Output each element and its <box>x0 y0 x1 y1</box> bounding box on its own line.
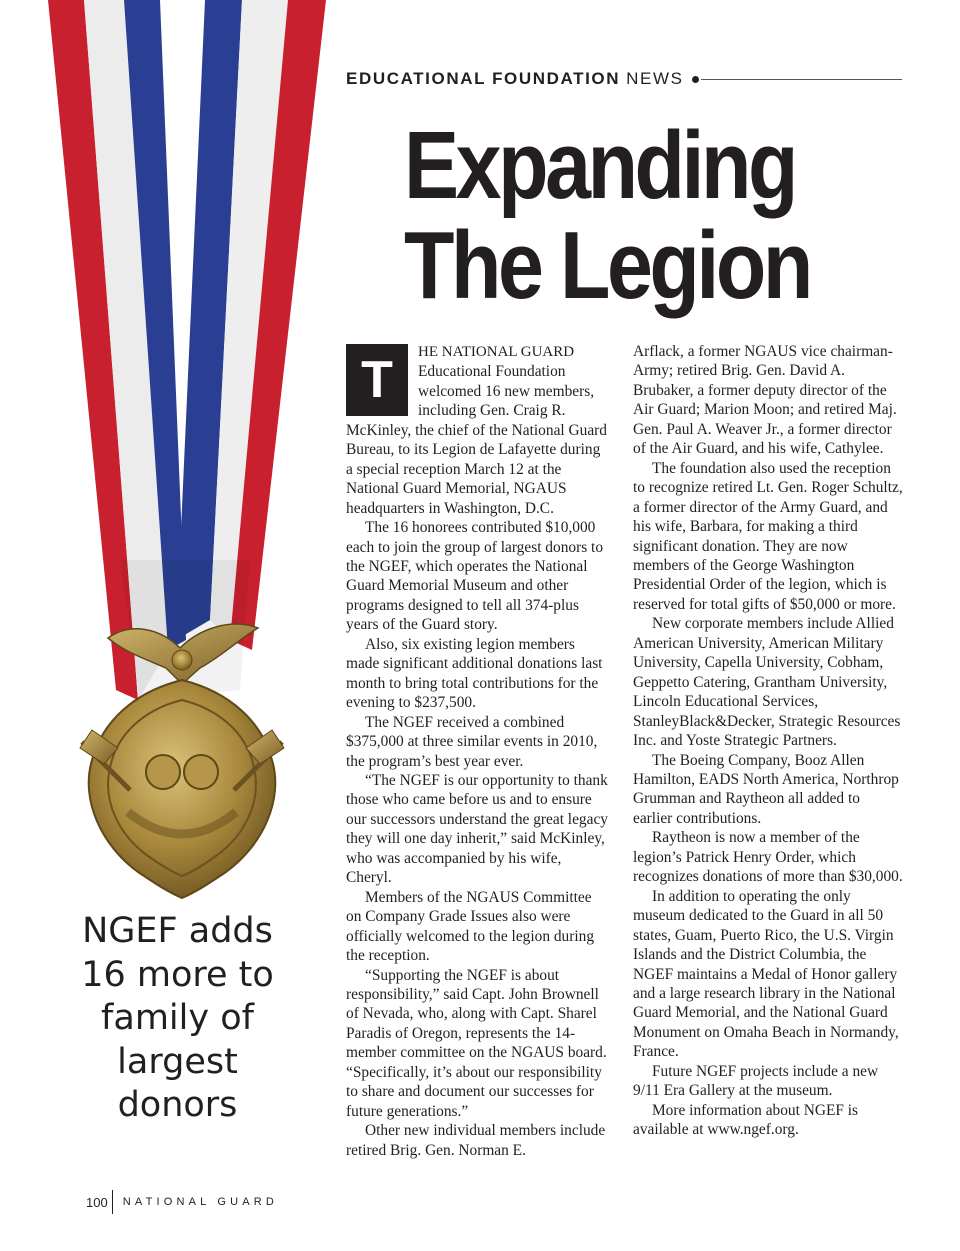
section-header-light: NEWS <box>626 69 684 88</box>
page-number: 100 <box>86 1194 108 1210</box>
headline <box>404 112 817 319</box>
article-paragraph: The Boeing Company, Booz Allen Hamilton, EADS North America, Northrop Grumman and Raytheon all added to earlier contributions. <box>633 751 899 827</box>
page-footer <box>86 1190 278 1214</box>
article-paragraph <box>346 342 608 518</box>
drop-cap: T <box>346 344 408 416</box>
ribbon-right-strand <box>176 0 326 650</box>
article-paragraph: Future NGEF projects include a new 9/11 Era Gallery at the museum. <box>633 1062 879 1100</box>
article-column-1 <box>346 342 608 1160</box>
section-header-bold: EDUCATIONAL FOUNDATION <box>346 69 621 88</box>
article-paragraph: “The NGEF is our opportunity to thank those who came before us and to ensure our successors understand the great legacy they will one day inherit,” said McKinley, who was accompanied by his wife, Cheryl. <box>346 771 608 887</box>
article-paragraph: More information about NGEF is available at www.ngef.org. <box>633 1101 859 1139</box>
article-paragraph: Other new individual members include retired Brig. Gen. Norman E. <box>346 1122 606 1159</box>
pull-quote: NGEF adds 16 more to family of largest donors <box>81 911 274 1125</box>
article-column-2 <box>633 342 903 1140</box>
article-paragraph: Raytheon is now a member of the legion’s Patrick Henry Order, which recognizes donations of more than $30,000. <box>633 829 903 886</box>
header-rule <box>701 79 902 80</box>
article-paragraph: The 16 honorees contributed $10,000 each to join the group of largest donors to the NGEF, which operates the National Guard Memorial Museum and other programs designed to tell all 374-plus years of the Guard story. <box>346 519 604 634</box>
article-paragraph: New corporate members include Allied American University, American Military University, Capella University, Cobham, Geppetto Catering, Grantham University, Lincoln Educational Services, StanleyBlack&Decker, Strategic Resources Inc. and Yoste Strategic Partners. <box>633 615 901 750</box>
article-paragraph: Members of the NGAUS Committee on Company Grade Issues also were officially welcomed to the legion during the reception. <box>346 888 595 965</box>
article-paragraph: The foundation also used the reception to recognize retired Lt. Gen. Roger Schultz, a former director of the Army Guard, and his wife, Barbara, for making a third significant donation. They are now members of the George Washington Presidential Order of the legion, which is reserved for total gifts of $50,000 or more. <box>633 459 903 613</box>
article-paragraph: “Supporting the NGEF is about responsibility,” said Capt. John Brownell of Nevada, who, along with Capt. Sharel Paradis of Oregon, represents the 14-member committee on the NGAUS board. “Specifically, it’s about our responsibility to share and document our successes for future generations.” <box>346 966 607 1120</box>
article-paragraph: Also, six existing legion members made significant additional donations last month to bring total contributions for the evening to $237,500. <box>346 635 603 712</box>
headline-line-1: Expanding <box>404 112 796 219</box>
article-paragraph: In addition to operating the only museum dedicated to the Guard in all 50 states, Guam, Puerto Rico, the U.S. Virgin Islands and the District Columbia, the NGEF maintains a Medal of Honor gallery and a large research library in the National Guard Memorial, and the National Guard Monument on Omaha Beach in Normandy, France. <box>633 887 899 1061</box>
section-header <box>346 66 902 92</box>
lead-in: HE NATIONAL GUARD <box>418 344 575 360</box>
medal-badge <box>80 680 284 898</box>
magazine-name: NATIONAL GUARD <box>122 1196 279 1208</box>
ribbon-medal-image <box>0 0 330 900</box>
article-paragraph: Arflack, a former NGAUS vice chairman-Army; retired Brig. Gen. David A. Brubaker, a former deputy director of the Air Guard; Marion Moon; and retired Maj. Gen. Paul A. Weaver Jr., a former director of the Air Guard, and his wife, Cathylee. <box>633 343 897 458</box>
article-paragraph: The NGEF received a combined $375,000 at three similar events in 2010, the program’s best year ever. <box>346 713 598 770</box>
footer-divider <box>112 1190 113 1214</box>
bullet-dot <box>692 76 699 83</box>
paragraph-text: Educational Foundation welcomed 16 new members, including Gen. Craig R. McKinley, the chief of the National Guard Bureau, to its Legion de Lafayette during a special reception March 12 at the National Guard Memorial, NGAUS headquarters in Washington, D.C. <box>346 363 607 517</box>
headline-line-2: The Legion <box>404 212 810 319</box>
